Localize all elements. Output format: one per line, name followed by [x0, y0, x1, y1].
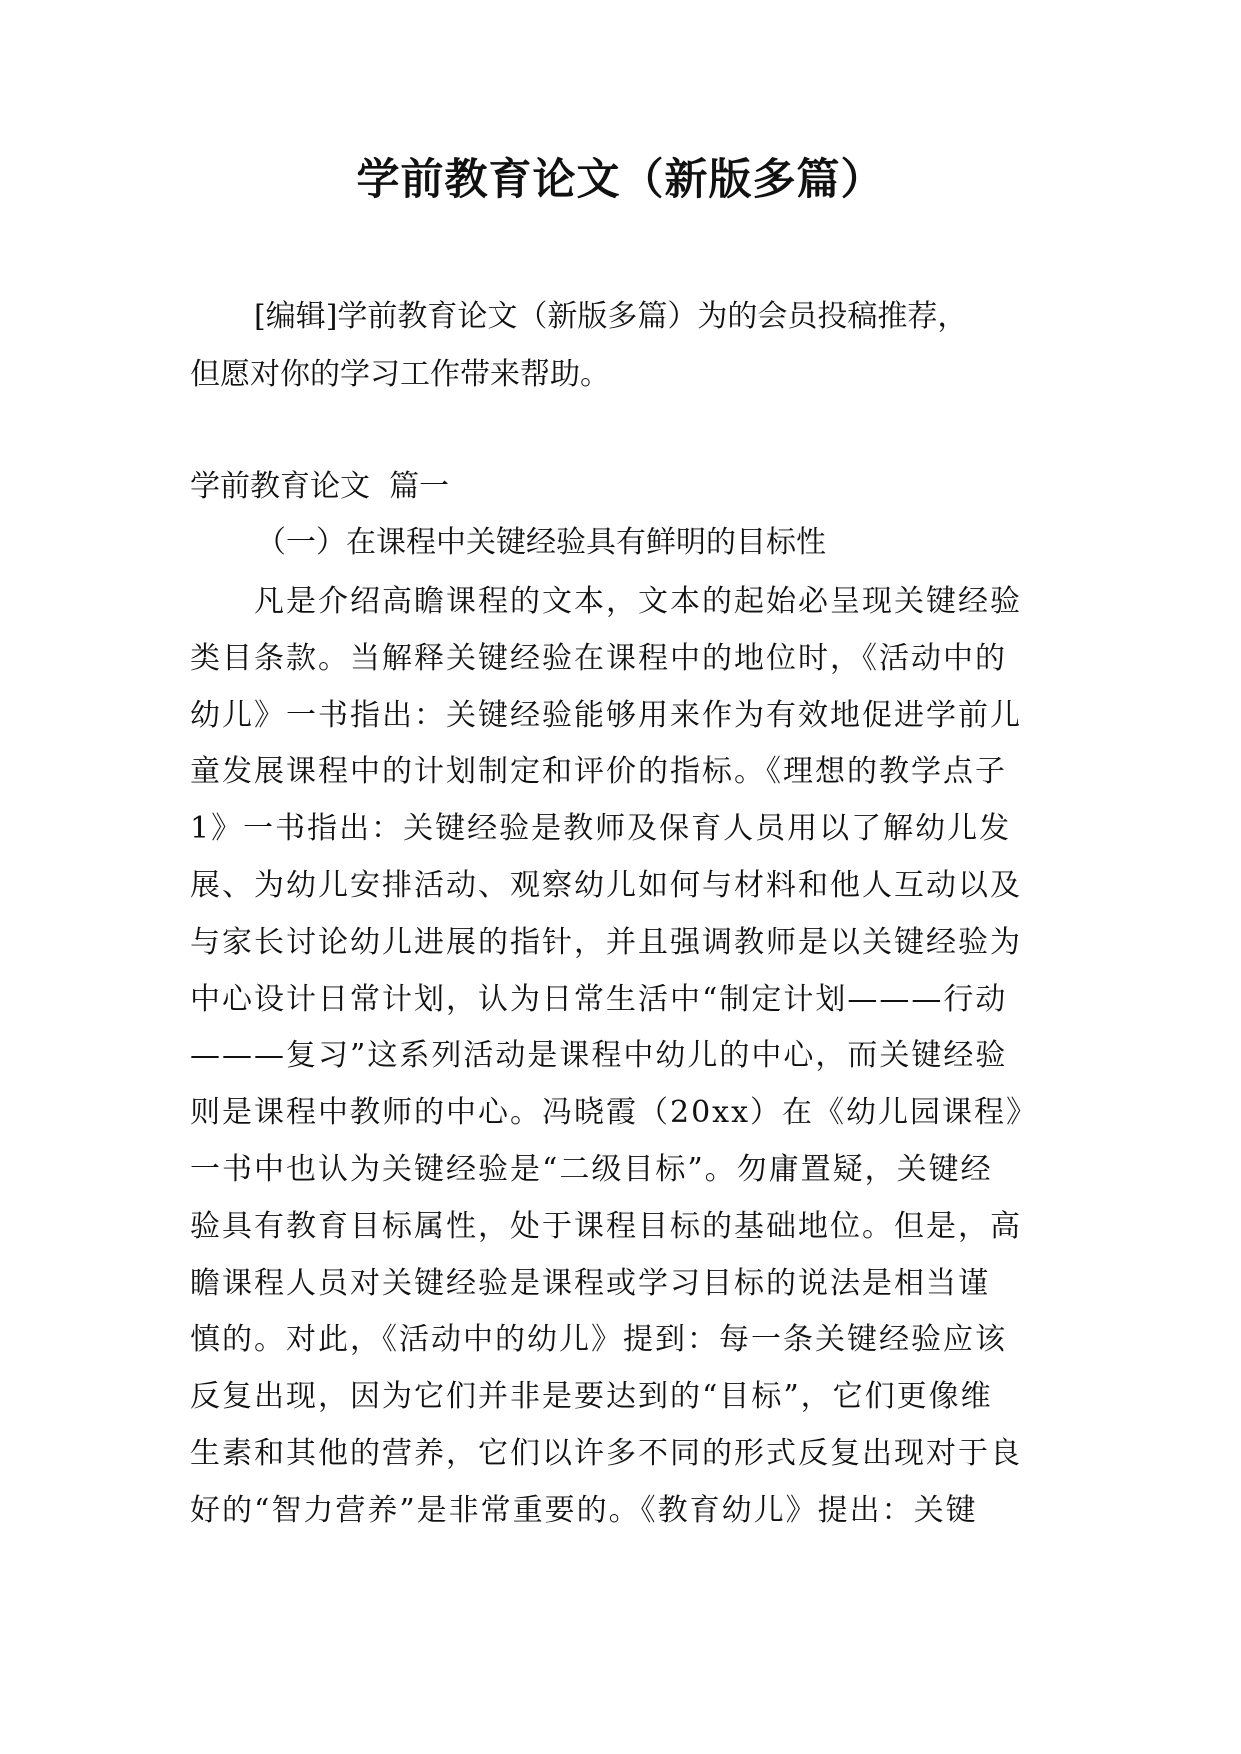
body-line: 1》一书指出：关键经验是教师及保育人员用以了解幼儿发: [190, 811, 1012, 847]
intro-line: [编辑]学前教育论文（新版多篇）为的会员投稿推荐，: [254, 299, 968, 334]
body-line: 验具有教育目标属性，处于课程目标的基础地位。但是，高: [190, 1208, 1022, 1244]
document-title: 学前教育论文（新版多篇）: [356, 155, 885, 205]
body-line: 瞻课程人员对关键经验是课程或学习目标的说法是相当谨: [190, 1265, 990, 1301]
body-line: 幼儿》一书指出：关键经验能够用来作为有效地促进学前儿: [190, 697, 1022, 733]
body-line: 好的“智力营养”是非常重要的。《教育幼儿》提出：关键: [190, 1492, 978, 1528]
body-line: ———复习”这系列活动是课程中幼儿的中心，而关键经验: [190, 1038, 1008, 1074]
body-line: 生素和其他的营养，它们以许多不同的形式反复出现对于良: [190, 1435, 1022, 1471]
body-line: 反复出现，因为它们并非是要达到的“目标”，它们更像维: [190, 1379, 993, 1415]
body-line: 童发展课程中的计划制定和评价的指标。《理想的教学点子: [190, 754, 1007, 790]
body-line: 一书中也认为关键经验是“二级目标”。勿庸置疑，关键经: [190, 1151, 993, 1187]
section-heading: 学前教育论文 篇一: [190, 469, 450, 504]
intro-line: 但愿对你的学习工作带来帮助。: [190, 357, 610, 392]
body-line: 与家长讨论幼儿进展的指针，并且强调教师是以关键经验为: [190, 924, 1022, 960]
body-line: 中心设计日常计划，认为日常生活中“制定计划———行动: [190, 981, 1008, 1017]
body-paragraph: [190, 574, 1090, 1540]
body-line: 则是课程中教师的中心。冯晓霞（20xx）在《幼儿园课程》: [190, 1095, 1039, 1131]
body-line: 慎的。对此，《活动中的幼儿》提到：每一条关键经验应该: [190, 1322, 1007, 1358]
body-line: 展、为幼儿安排活动、观察幼儿如何与材料和他人互动以及: [190, 867, 1022, 903]
intro-paragraph: [190, 288, 1070, 404]
subsection-heading: （一）在课程中关键经验具有鲜明的目标性: [256, 525, 826, 560]
body-line: 凡是介绍高瞻课程的文本，文本的起始必呈现关键经验: [254, 584, 1022, 619]
body-line: 类目条款。当解释关键经验在课程中的地位时，《活动中的: [190, 640, 1007, 676]
